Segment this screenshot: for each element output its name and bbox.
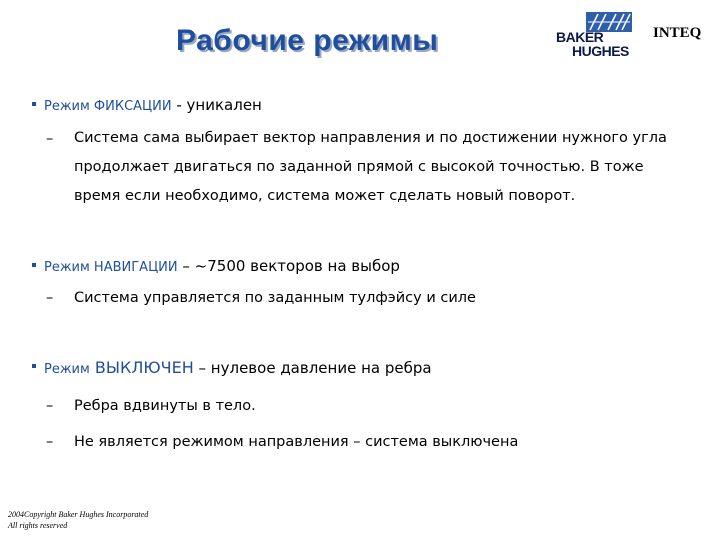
mode-name: Режим НАВИГАЦИИ [44,260,178,275]
baker-hughes-wordmark [556,30,640,58]
mode-description: – ~7500 векторов на выбор [177,257,400,275]
mode-name: Режим ФИКСАЦИИ [44,99,172,114]
page-title: Рабочие режимы [176,24,439,57]
sub-bullet-dash: – [46,434,54,450]
bullet-square-icon [32,102,36,106]
baker-hughes-logo [556,12,640,58]
logo-line-1: BAKER [556,29,604,45]
inteq-logo: INTEQ [653,25,702,41]
copyright-line: 2004Copyright Baker Hughes Incorporated [8,510,149,519]
sub-bullet-text: Не является режимом направления – система выключена [74,434,519,450]
bullet-square-icon [32,364,36,368]
sub-bullet-text: Ребра вдвинуты в тело. [74,398,256,414]
mode-description: – нулевое давление на ребра [193,359,432,377]
sub-bullet-dash: – [46,290,54,306]
rights-line: All rights reserved [8,521,68,530]
mode-name: ВЫКЛЮЧЕН [89,358,194,377]
bullet-square-icon [32,263,36,267]
copyright-footer [8,509,148,531]
logo-line-2: HUGHES [572,43,629,59]
sub-bullet-dash: – [46,131,54,147]
mode-word: Режим [44,362,90,377]
sub-bullet-text: Система управляется по заданным тулфэйсу и силе [74,290,476,306]
mode-description: - уникален [171,96,262,114]
sub-bullet-text: Система сама выбирает вектор направления и по достижении нужного угла продолжает двигаться по заданной прямой с высокой точностью. В тоже время если необходимо, система может сделать новый поворот. [74,130,667,204]
sub-bullet-dash: – [46,398,54,414]
